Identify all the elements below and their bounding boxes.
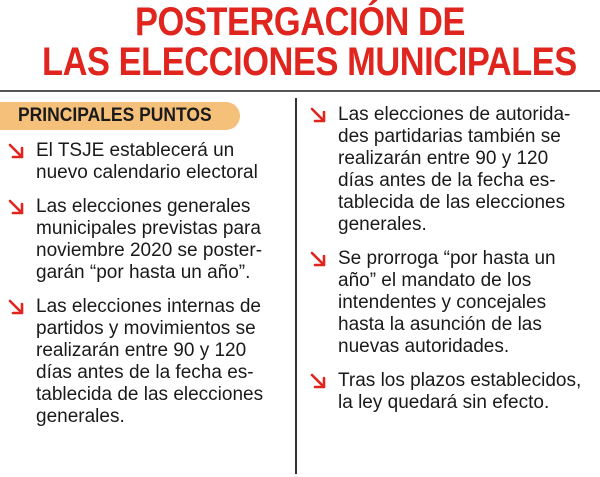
point-text-line: tablecida de las elecciones: [338, 192, 566, 213]
point-text-line: hasta la asunción de las: [338, 314, 542, 335]
arrow-down-right-icon: [8, 299, 24, 315]
column-divider: [295, 98, 297, 474]
point-text-line: Tras los plazos establecidos,: [338, 370, 582, 391]
title-line-1: POSTERGACIÓN DE: [135, 0, 465, 44]
point-text-line: generales.: [36, 406, 125, 427]
point-text-line: El TSJE establecerá un: [36, 140, 235, 161]
list-item: [308, 104, 593, 236]
point-text-line: Las elecciones internas de: [36, 296, 261, 317]
right-points-list: [308, 104, 593, 426]
point-text-line: Se prorroga “por hasta un: [338, 248, 556, 269]
title-line-2: LAS ELECCIONES MUNICIPALES: [42, 40, 577, 84]
point-text-line: tablecida de las elecciones: [36, 384, 264, 405]
arrow-down-right-icon: [310, 373, 326, 389]
point-text-line: garán “por hasta un año”.: [36, 262, 251, 283]
point-text-line: generales.: [338, 214, 427, 235]
point-text-line: Las elecciones de autorida-: [338, 104, 571, 125]
arrow-down-right-icon: [8, 199, 24, 215]
badge-label: PRINCIPALES PUNTOS: [18, 105, 212, 126]
page-title: [42, 0, 577, 84]
point-text-line: intendentes y concejales: [338, 292, 547, 313]
point-text-line: días antes de la fecha es-: [338, 170, 556, 191]
arrow-down-right-icon: [310, 107, 326, 123]
point-text-line: Las elecciones generales: [36, 196, 251, 217]
point-text-line: año” el mandato de los: [338, 270, 532, 291]
point-text-line: días antes de la fecha es-: [36, 362, 254, 383]
left-points-list: [6, 140, 288, 440]
list-item: [308, 370, 593, 414]
list-item: [308, 248, 593, 358]
list-item: [6, 196, 288, 284]
point-text-line: des partidarias también se: [338, 126, 561, 147]
point-text-line: la ley quedará sin efecto.: [338, 392, 550, 413]
list-item: [6, 296, 288, 428]
point-text-line: nuevo calendario electoral: [36, 162, 258, 183]
point-text-line: partidos y movimientos se: [36, 318, 256, 339]
point-text-line: nuevas autoridades.: [338, 336, 510, 357]
point-text-line: realizarán entre 90 y 120: [36, 340, 247, 361]
list-item: [6, 140, 288, 184]
point-text-line: realizarán entre 90 y 120: [338, 148, 549, 169]
point-text-line: municipales previstas para: [36, 218, 261, 239]
point-text-line: noviembre 2020 se poster-: [36, 240, 263, 261]
header-divider: [0, 90, 600, 92]
arrow-down-right-icon: [8, 143, 24, 159]
section-badge: [0, 102, 240, 130]
arrow-down-right-icon: [310, 251, 326, 267]
